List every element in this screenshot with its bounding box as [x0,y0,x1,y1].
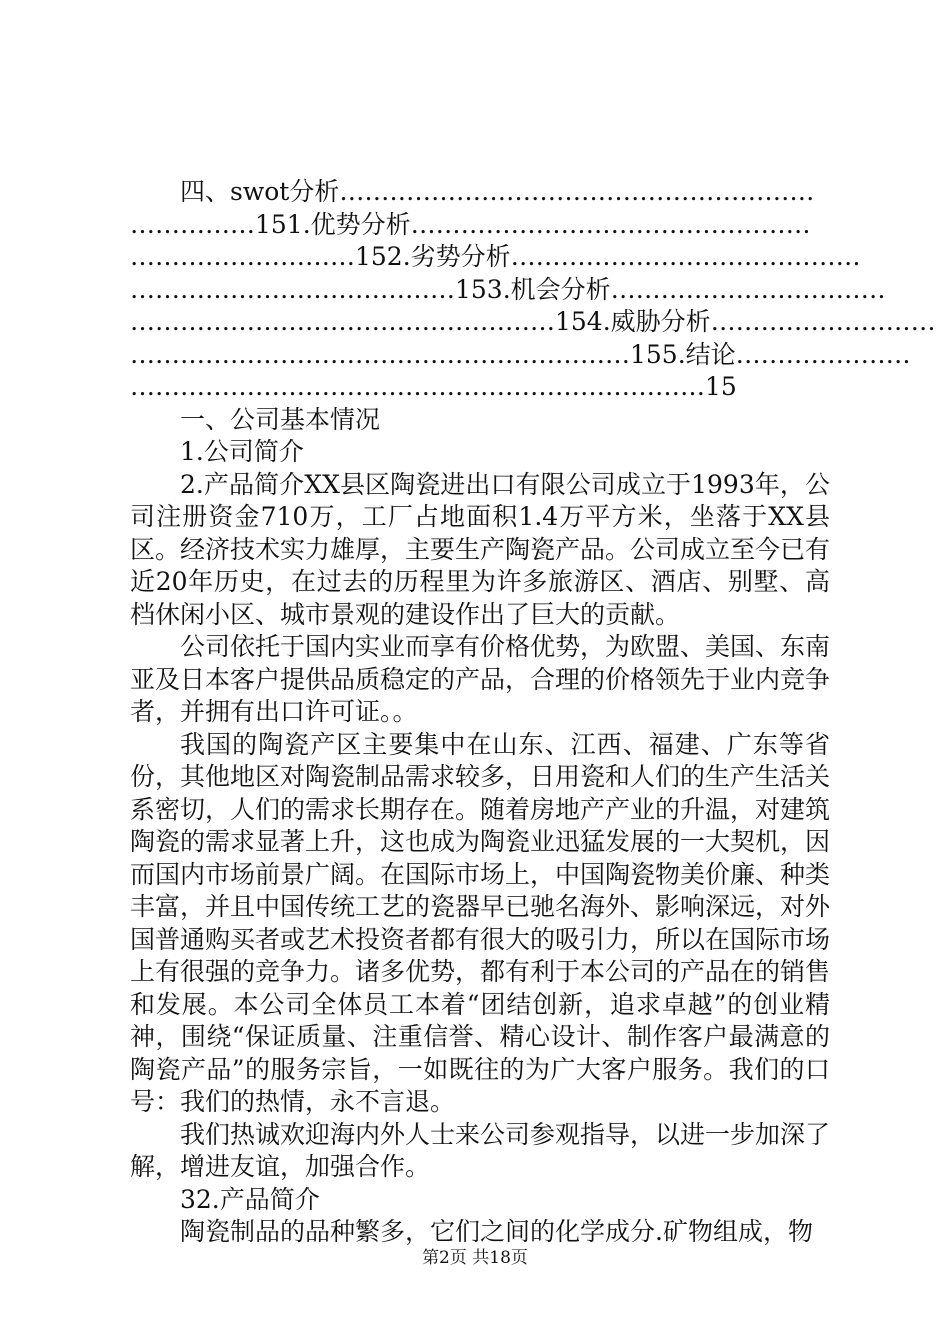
subheading-product-intro: 32.产品简介 [180,1184,320,1214]
toc-line-swot: 四、swot分析………………………………………………… [130,177,815,206]
toc-line-weaknesses: ………………………152.劣势分析…………………………………… [130,242,861,271]
toc-line-opportunities: …………………………………153.机会分析…………………………… [130,274,886,304]
section-heading: 一、公司基本情况 [180,404,381,434]
toc-line-conclusion: ……………………………………………………155.结论………………… [130,339,911,369]
paragraph-price-advantage: 公司依托于国内实业而享有价格优势，为欧盟、美国、东南亚及日本客户提供品质稳定的产品，合理的价格领先于业内竞争者，并拥有出口许可证。。 [130,632,831,726]
paragraph-company-overview: 2.产品简介XX县区陶瓷进出口有限公司成立于1993年，公司注册资金710万，工厂占地面积1.4万平方米，坐落于XX县区。经济技术实力雄厚，主要生产陶瓷产品。公司成立至今已有近20年历史，在过去的历程里为许多旅游区、酒店、别墅、高档休闲小区、城市景观的建设作出了巨大的贡献。 [130,469,831,629]
document-body [130,176,936,1249]
toc-line-threats: ……………………………………………154.威胁分析……………………… [130,307,936,336]
paragraph-product-description: 陶瓷制品的品种繁多，它们之间的化学成分.矿物组成，物 [180,1217,813,1246]
toc-line-strengths: ……………151.优势分析………………………………………… [130,209,811,239]
page-footer: 第2页 共18页 [422,1248,528,1268]
toc-line-end: ……………………………………………………………15 [130,372,737,401]
paragraph-welcome: 我们热诚欢迎海内外人士来公司参观指导，以进一步加深了解，增进友谊，加强合作。 [130,1119,831,1181]
subheading-company-intro: 1.公司简介 [180,437,304,466]
paragraph-market-analysis: 我国的陶瓷产区主要集中在山东、江西、福建、广东等省份，其他地区对陶瓷制品需求较多，日用瓷和人们的生产生活关系密切，人们的需求长期存在。随着房地产产业的升温，对建筑陶瓷的需求显著上升，这也成为陶瓷业迅猛发展的一大契机，因而国内市场前景广阔。在国际市场上，中国陶瓷物美价廉、种类丰富，并且中国传统工艺的瓷器早已驰名海外、影响深远，对外国普通购买者或艺术投资者都有很大的吸引力，所以在国际市场上有很强的竞争力。诸多优势，都有利于本公司的产品在的销售和发展。本公司全体员工本着“团结创新，追求卓越”的创业精神，围绕“保证质量、注重信誉、精心设计、制作客户最满意的陶瓷产品”的服务宗旨，一如既往的为广大客户服务。我们的口号：我们的热情，永不言退。 [130,729,831,1116]
table-of-contents [130,176,936,404]
